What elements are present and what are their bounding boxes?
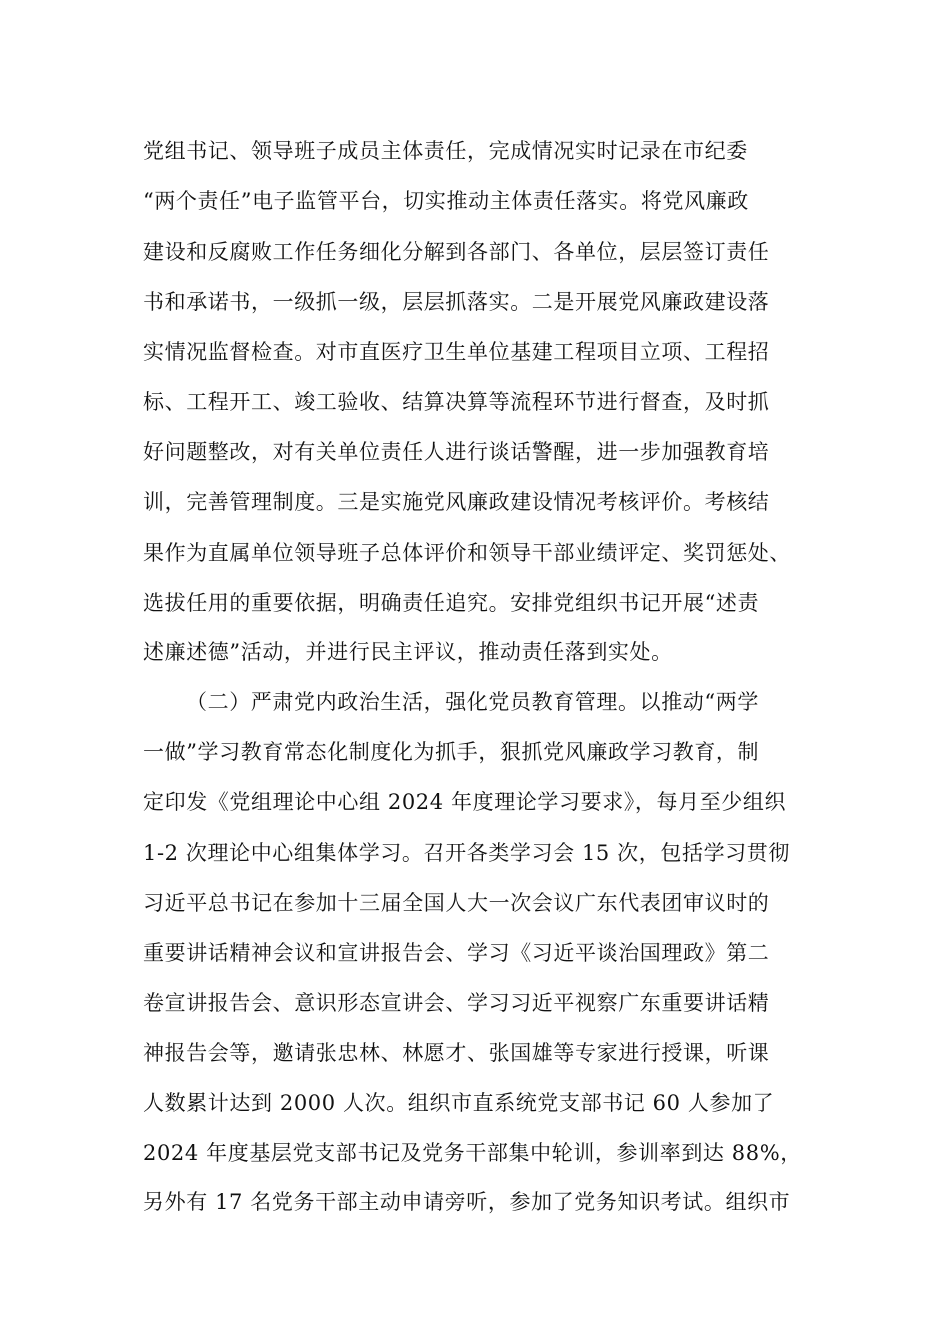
text-line: 1-2 次理论中心组集体学习。召开各类学习会 15 次，包括学习贯彻 <box>143 841 790 865</box>
text-line: 训，完善管理制度。三是实施党风廉政建设情况考核评价。考核结 <box>143 490 770 514</box>
text-line: “两个责任”电子监管平台，切实推动主体责任落实。将党风廉政 <box>143 189 749 213</box>
text-line: （二）严肃党内政治生活，强化党员教育管理。以推动“两学 <box>186 690 759 714</box>
text-line: 重要讲话精神会议和宣讲报告会、学习《习近平谈治国理政》第二 <box>143 941 770 965</box>
text-line: 实情况监督检查。对市直医疗卫生单位基建工程项目立项、工程招 <box>143 340 770 364</box>
text-line: 选拔任用的重要依据，明确责任追究。安排党组织书记开展“述责 <box>143 591 760 615</box>
text-line: 书和承诺书，一级抓一级，层层抓落实。二是开展党风廉政建设落 <box>143 290 770 314</box>
text-line: 建设和反腐败工作任务细化分解到各部门、各单位，层层签订责任 <box>143 240 770 264</box>
text-line: 定印发《党组理论中心组 2024 年度理论学习要求》，每月至少组织 <box>143 790 787 814</box>
text-line: 2024 年度基层党支部书记及党务干部集中轮训，参训率到达 88%， <box>143 1141 802 1165</box>
text-line: 神报告会等，邀请张忠林、林愿才、张国雄等专家进行授课，听课 <box>143 1041 770 1065</box>
text-line: 习近平总书记在参加十三届全国人大一次会议广东代表团审议时的 <box>143 891 770 915</box>
text-line: 述廉述德”活动，并进行民主评议，推动责任落到实处。 <box>143 640 673 664</box>
text-line: 一做”学习教育常态化制度化为抓手，狠抓党风廉政学习教育，制 <box>143 740 760 764</box>
text-line: 另外有 17 名党务干部主动申请旁听，参加了党务知识考试。组织市 <box>143 1190 791 1214</box>
text-line: 人数累计达到 2000 人次。组织市直系统党支部书记 60 人参加了 <box>143 1091 775 1115</box>
text-line: 卷宣讲报告会、意识形态宣讲会、学习习近平视察广东重要讲话精 <box>143 991 770 1015</box>
text-line: 果作为直属单位领导班子总体评价和领导干部业绩评定、奖罚惩处、 <box>143 541 791 565</box>
text-line: 党组书记、领导班子成员主体责任，完成情况实时记录在市纪委 <box>143 139 748 163</box>
text-line: 好问题整改，对有关单位责任人进行谈话警醒，进一步加强教育培 <box>143 440 770 464</box>
text-line: 标、工程开工、竣工验收、结算决算等流程环节进行督查，及时抓 <box>143 390 770 414</box>
